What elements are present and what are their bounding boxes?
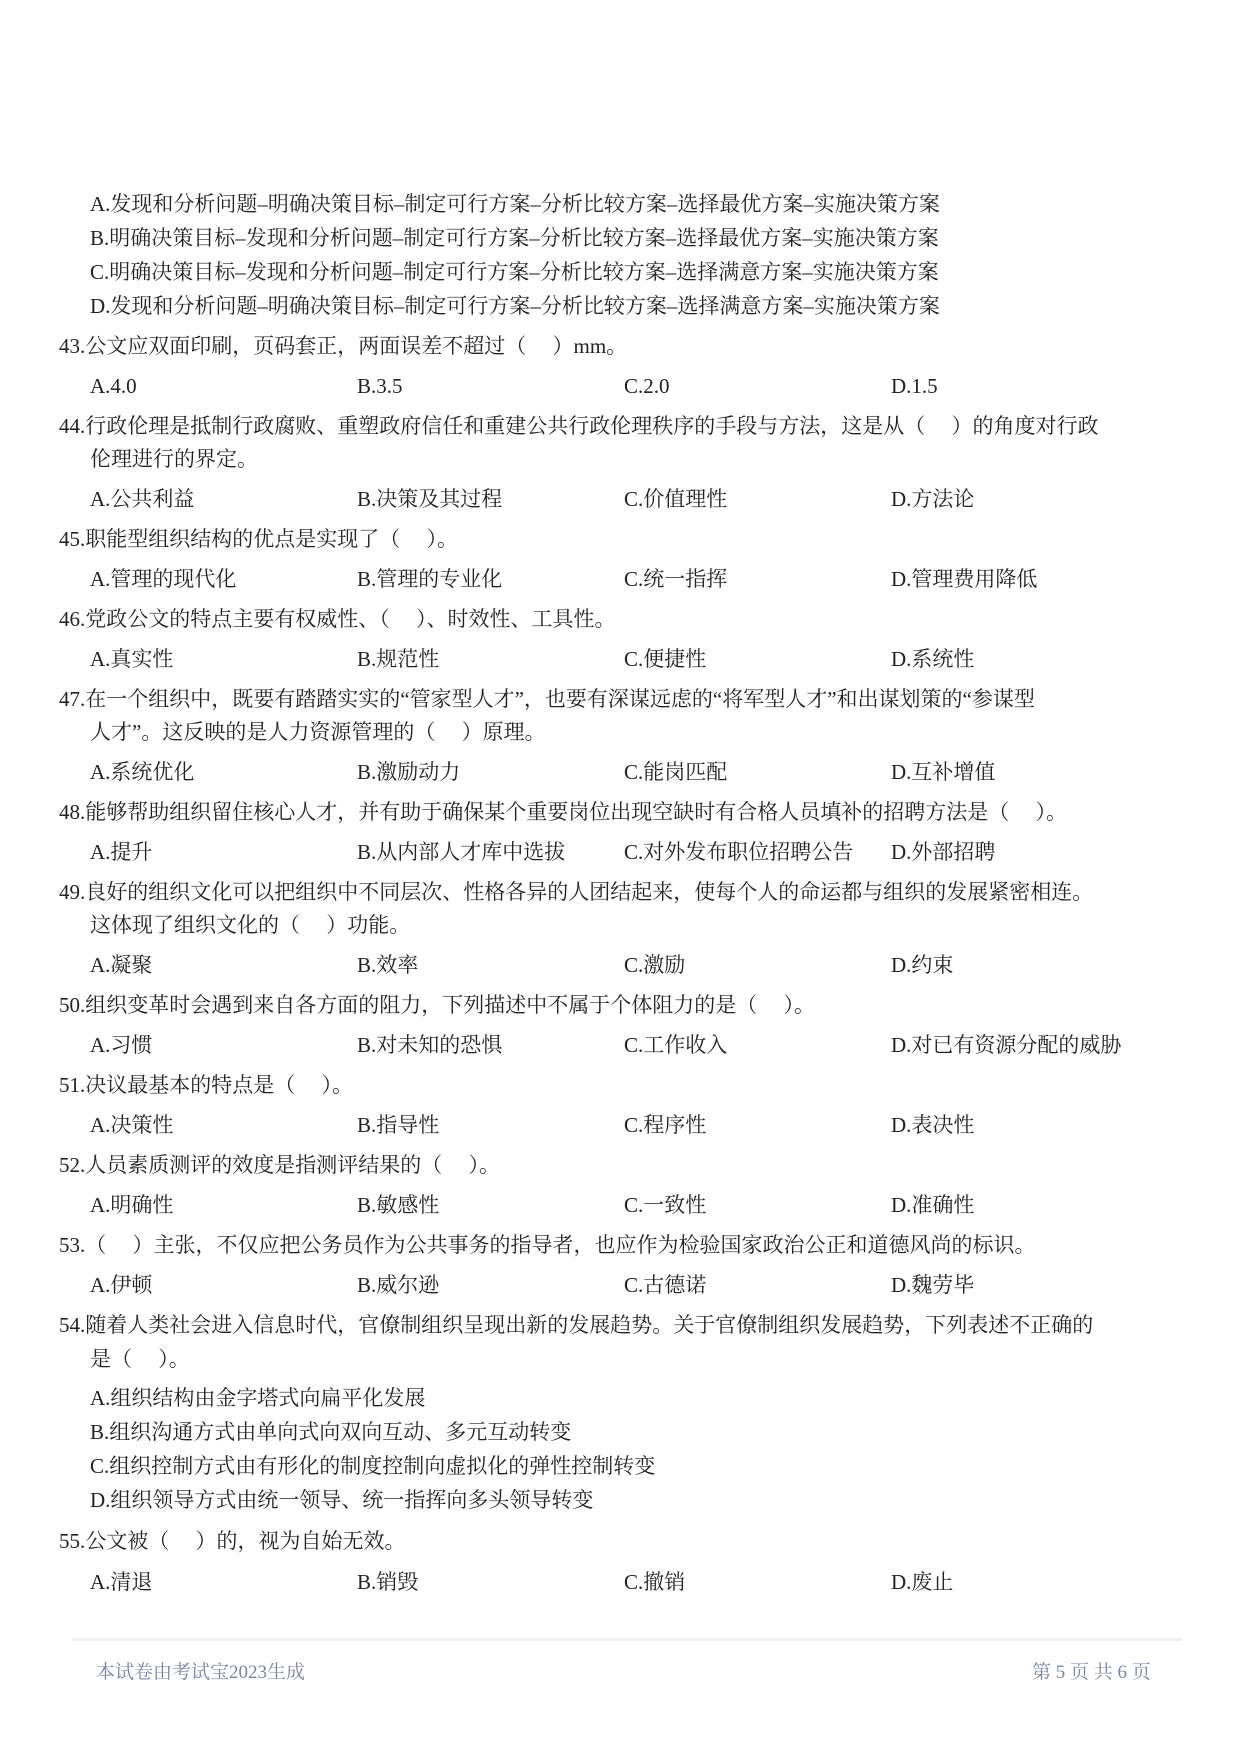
option-c: C.激励: [624, 953, 686, 977]
question-text-continued: 这体现了组织文化的（ ）功能。: [90, 913, 411, 937]
option-b: B.敏感性: [357, 1193, 440, 1217]
question-text: 54.随着人类社会进入信息时代，官僚制组织呈现出新的发展趋势。关于官僚制组织发展趋势，下列表述不正确的: [59, 1313, 1094, 1337]
option-a: A.伊顿: [90, 1273, 153, 1297]
option-b: B.威尔逊: [357, 1273, 440, 1297]
option-c: C.价值理性: [624, 487, 728, 511]
q42-option: D.发现和分析问题–明确决策目标–制定可行方案–分析比较方案–选择满意方案–实施决策方案: [90, 294, 940, 318]
option-c: C.古德诺: [624, 1273, 707, 1297]
option-d: D.表决性: [891, 1113, 975, 1137]
option-b: B.组织沟通方式由单向式向双向互动、多元互动转变: [90, 1420, 572, 1444]
option-d: D.方法论: [891, 487, 975, 511]
option-b: B.指导性: [357, 1113, 440, 1137]
option-d: D.魏劳毕: [891, 1273, 975, 1297]
option-d: D.组织领导方式由统一领导、统一指挥向多头领导转变: [90, 1488, 594, 1512]
question-text: 是（ ）。: [90, 1347, 190, 1371]
option-c: C.程序性: [624, 1113, 707, 1137]
question-text-continued: 人才”。这反映的是人力资源管理的（ ）原理。: [90, 720, 546, 744]
option-d: D.准确性: [891, 1193, 975, 1217]
option-c: C.一致性: [624, 1193, 707, 1217]
option-d: D.对已有资源分配的威胁: [891, 1033, 1122, 1057]
option-a: A.习惯: [90, 1033, 153, 1057]
option-b: B.从内部人才库中选拔: [357, 840, 566, 864]
footer-page-number: 第 5 页 共 6 页: [1032, 1662, 1151, 1683]
option-b: B.对未知的恐惧: [357, 1033, 503, 1057]
question-text: 43.公文应双面印刷，页码套正，两面误差不超过（ ）mm。: [59, 334, 628, 358]
question-text: 50.组织变革时会遇到来自各方面的阻力，下列描述中不属于个体阻力的是（ ）。: [59, 993, 815, 1017]
option-b: B.3.5: [357, 374, 403, 398]
option-a: A.组织结构由金字塔式向扁平化发展: [90, 1386, 426, 1410]
option-a: A.提升: [90, 840, 153, 864]
option-c: C.统一指挥: [624, 567, 728, 591]
question-text: 55.公文被（ ）的，视为自始无效。: [59, 1529, 406, 1553]
option-b: B.效率: [357, 953, 419, 977]
question-text: 52.人员素质测评的效度是指测评结果的（ ）。: [59, 1153, 500, 1177]
footer-divider: [72, 1638, 1182, 1641]
question-text: 47.在一个组织中，既要有踏踏实实的“管家型人才”，也要有深谋远虑的“将军型人才”和出谋划策的“参谋型: [59, 687, 1035, 711]
question-text: 46.党政公文的特点主要有权威性、（ ）、时效性、工具性。: [59, 607, 616, 631]
option-a: A.凝聚: [90, 953, 153, 977]
option-d: D.互补增值: [891, 760, 996, 784]
option-b: B.销毁: [357, 1570, 419, 1594]
option-c: C.撤销: [624, 1570, 686, 1594]
question-text: 49.良好的组织文化可以把组织中不同层次、性格各异的人团结起来，使每个人的命运都与组织的发展紧密相连。: [59, 880, 1094, 904]
option-d: D.废止: [891, 1570, 954, 1594]
option-c: C.组织控制方式由有形化的制度控制向虚拟化的弹性控制转变: [90, 1454, 656, 1478]
option-c: C.2.0: [624, 374, 670, 398]
option-c: C.对外发布职位招聘公告: [624, 840, 854, 864]
option-d: D.外部招聘: [891, 840, 996, 864]
question-text-continued: 伦理进行的界定。: [90, 447, 258, 471]
question-text: 44.行政伦理是抵制行政腐败、重塑政府信任和重建公共行政伦理秩序的手段与方法，这是从（ ）的角度对行政: [59, 414, 1099, 438]
option-b: B.激励动力: [357, 760, 461, 784]
option-c: C.便捷性: [624, 647, 707, 671]
option-a: A.管理的现代化: [90, 567, 237, 591]
question-text: 48.能够帮助组织留住核心人才，并有助于确保某个重要岗位出现空缺时有合格人员填补的招聘方法是（ ）。: [59, 800, 1067, 824]
option-d: D.约束: [891, 953, 954, 977]
option-a: A.系统优化: [90, 760, 195, 784]
option-a: A.真实性: [90, 647, 174, 671]
option-b: B.管理的专业化: [357, 567, 503, 591]
option-a: A.公共利益: [90, 487, 195, 511]
q42-option: A.发现和分析问题–明确决策目标–制定可行方案–分析比较方案–选择最优方案–实施决策方案: [90, 192, 940, 216]
option-a: A.4.0: [90, 374, 137, 398]
option-d: D.系统性: [891, 647, 975, 671]
question-text: 53.（ ）主张，不仅应把公务员作为公共事务的指导者，也应作为检验国家政治公正和道德风尚的标识。: [59, 1233, 1036, 1257]
question-text: 51.决议最基本的特点是（ ）。: [59, 1073, 353, 1097]
option-a: A.清退: [90, 1570, 153, 1594]
q42-option: B.明确决策目标–发现和分析问题–制定可行方案–分析比较方案–选择最优方案–实施决策方案: [90, 226, 939, 250]
option-b: B.规范性: [357, 647, 440, 671]
q42-option: C.明确决策目标–发现和分析问题–制定可行方案–分析比较方案–选择满意方案–实施决策方案: [90, 260, 939, 284]
option-d: D.1.5: [891, 374, 938, 398]
question-text: 45.职能型组织结构的优点是实现了（ ）。: [59, 527, 458, 551]
option-d: D.管理费用降低: [891, 567, 1038, 591]
footer-source: 本试卷由考试宝2023生成: [96, 1662, 306, 1683]
option-c: C.能岗匹配: [624, 760, 728, 784]
option-a: A.决策性: [90, 1113, 174, 1137]
option-c: C.工作收入: [624, 1033, 728, 1057]
option-b: B.决策及其过程: [357, 487, 503, 511]
option-a: A.明确性: [90, 1193, 174, 1217]
